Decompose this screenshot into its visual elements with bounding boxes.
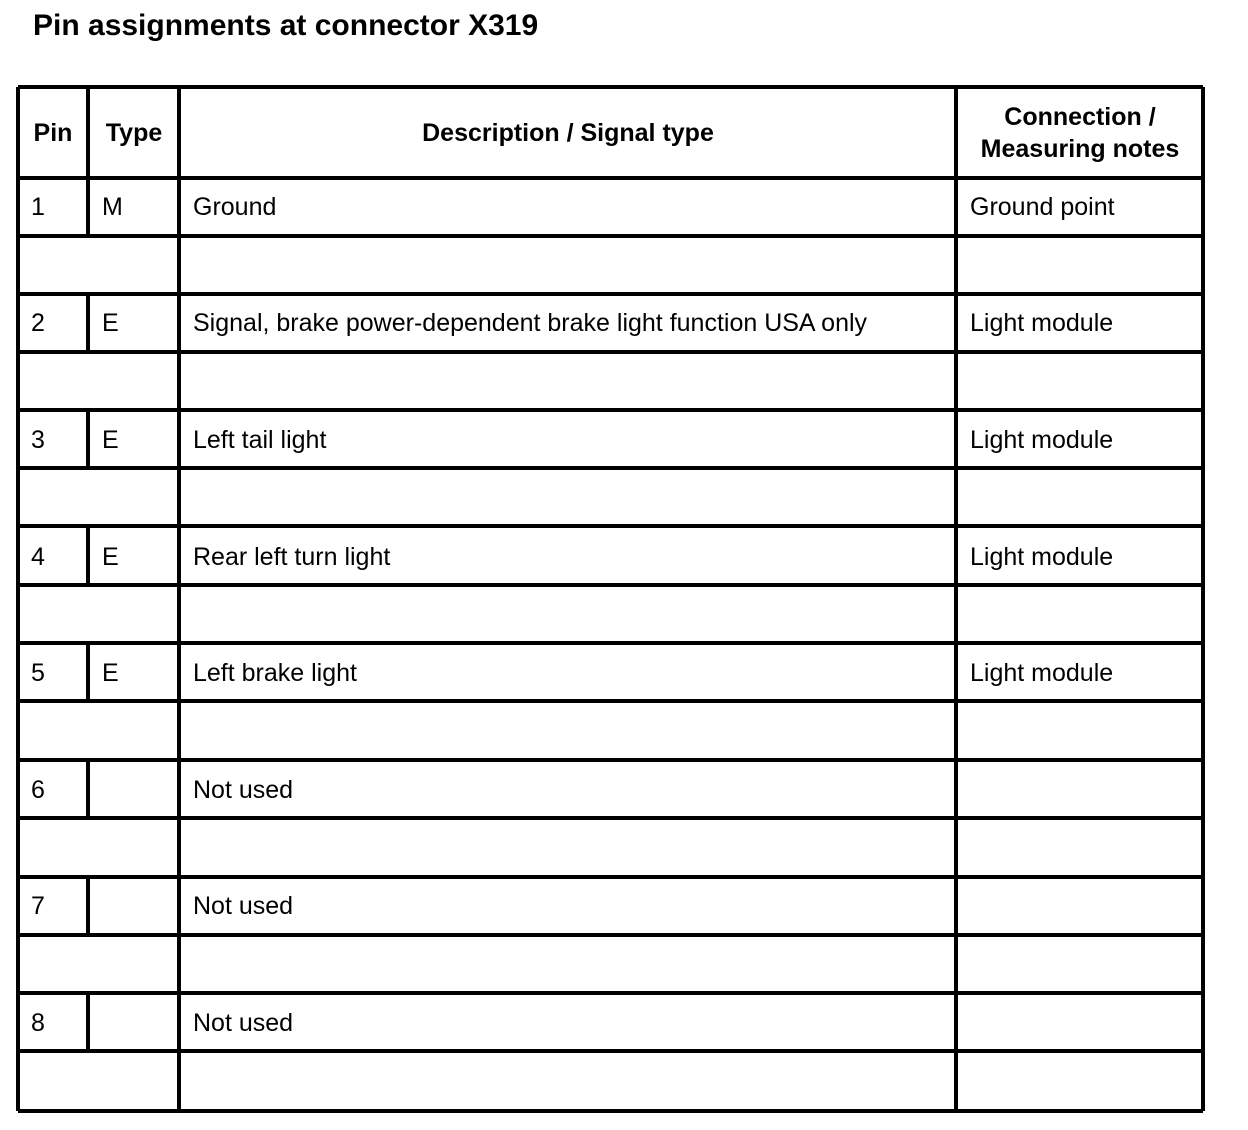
- pin-cell: 2: [31, 309, 45, 337]
- type-cell: E: [102, 309, 119, 337]
- notes-cell: Light module: [970, 426, 1114, 454]
- pin-cell: 6: [31, 776, 45, 804]
- pin-cell: 1: [31, 193, 45, 221]
- description-cell: Signal, brake power-dependent brake light function USA only: [193, 309, 868, 337]
- type-cell: E: [102, 543, 119, 571]
- header-description: Description / Signal type: [422, 119, 714, 147]
- type-cell: E: [102, 426, 119, 454]
- header-notes-line2: Measuring notes: [980, 135, 1180, 163]
- description-cell: Not used: [193, 776, 294, 804]
- type-cell: E: [102, 659, 119, 687]
- header-connection-notes: [960, 90, 1200, 176]
- description-cell: Ground: [193, 193, 277, 221]
- description-cell: Not used: [193, 1009, 294, 1037]
- notes-cell: Ground point: [970, 193, 1115, 221]
- description-cell: Not used: [193, 892, 294, 920]
- header-notes-line1: Connection /: [1004, 103, 1156, 131]
- pin-cell: 8: [31, 1009, 45, 1037]
- pin-cell: 3: [31, 426, 45, 454]
- pin-cell: 4: [31, 543, 45, 571]
- notes-cell: Light module: [970, 659, 1114, 687]
- type-cell: M: [102, 193, 123, 221]
- header-pin: Pin: [33, 119, 73, 147]
- notes-cell: Light module: [970, 309, 1114, 337]
- description-cell: Left tail light: [193, 426, 327, 454]
- description-cell: Left brake light: [193, 659, 357, 687]
- pin-cell: 7: [31, 892, 45, 920]
- notes-cell: Light module: [970, 543, 1114, 571]
- page-title: Pin assignments at connector X319: [33, 9, 539, 42]
- header-type: Type: [105, 119, 163, 147]
- description-cell: Rear left turn light: [193, 543, 391, 571]
- pin-cell: 5: [31, 659, 45, 687]
